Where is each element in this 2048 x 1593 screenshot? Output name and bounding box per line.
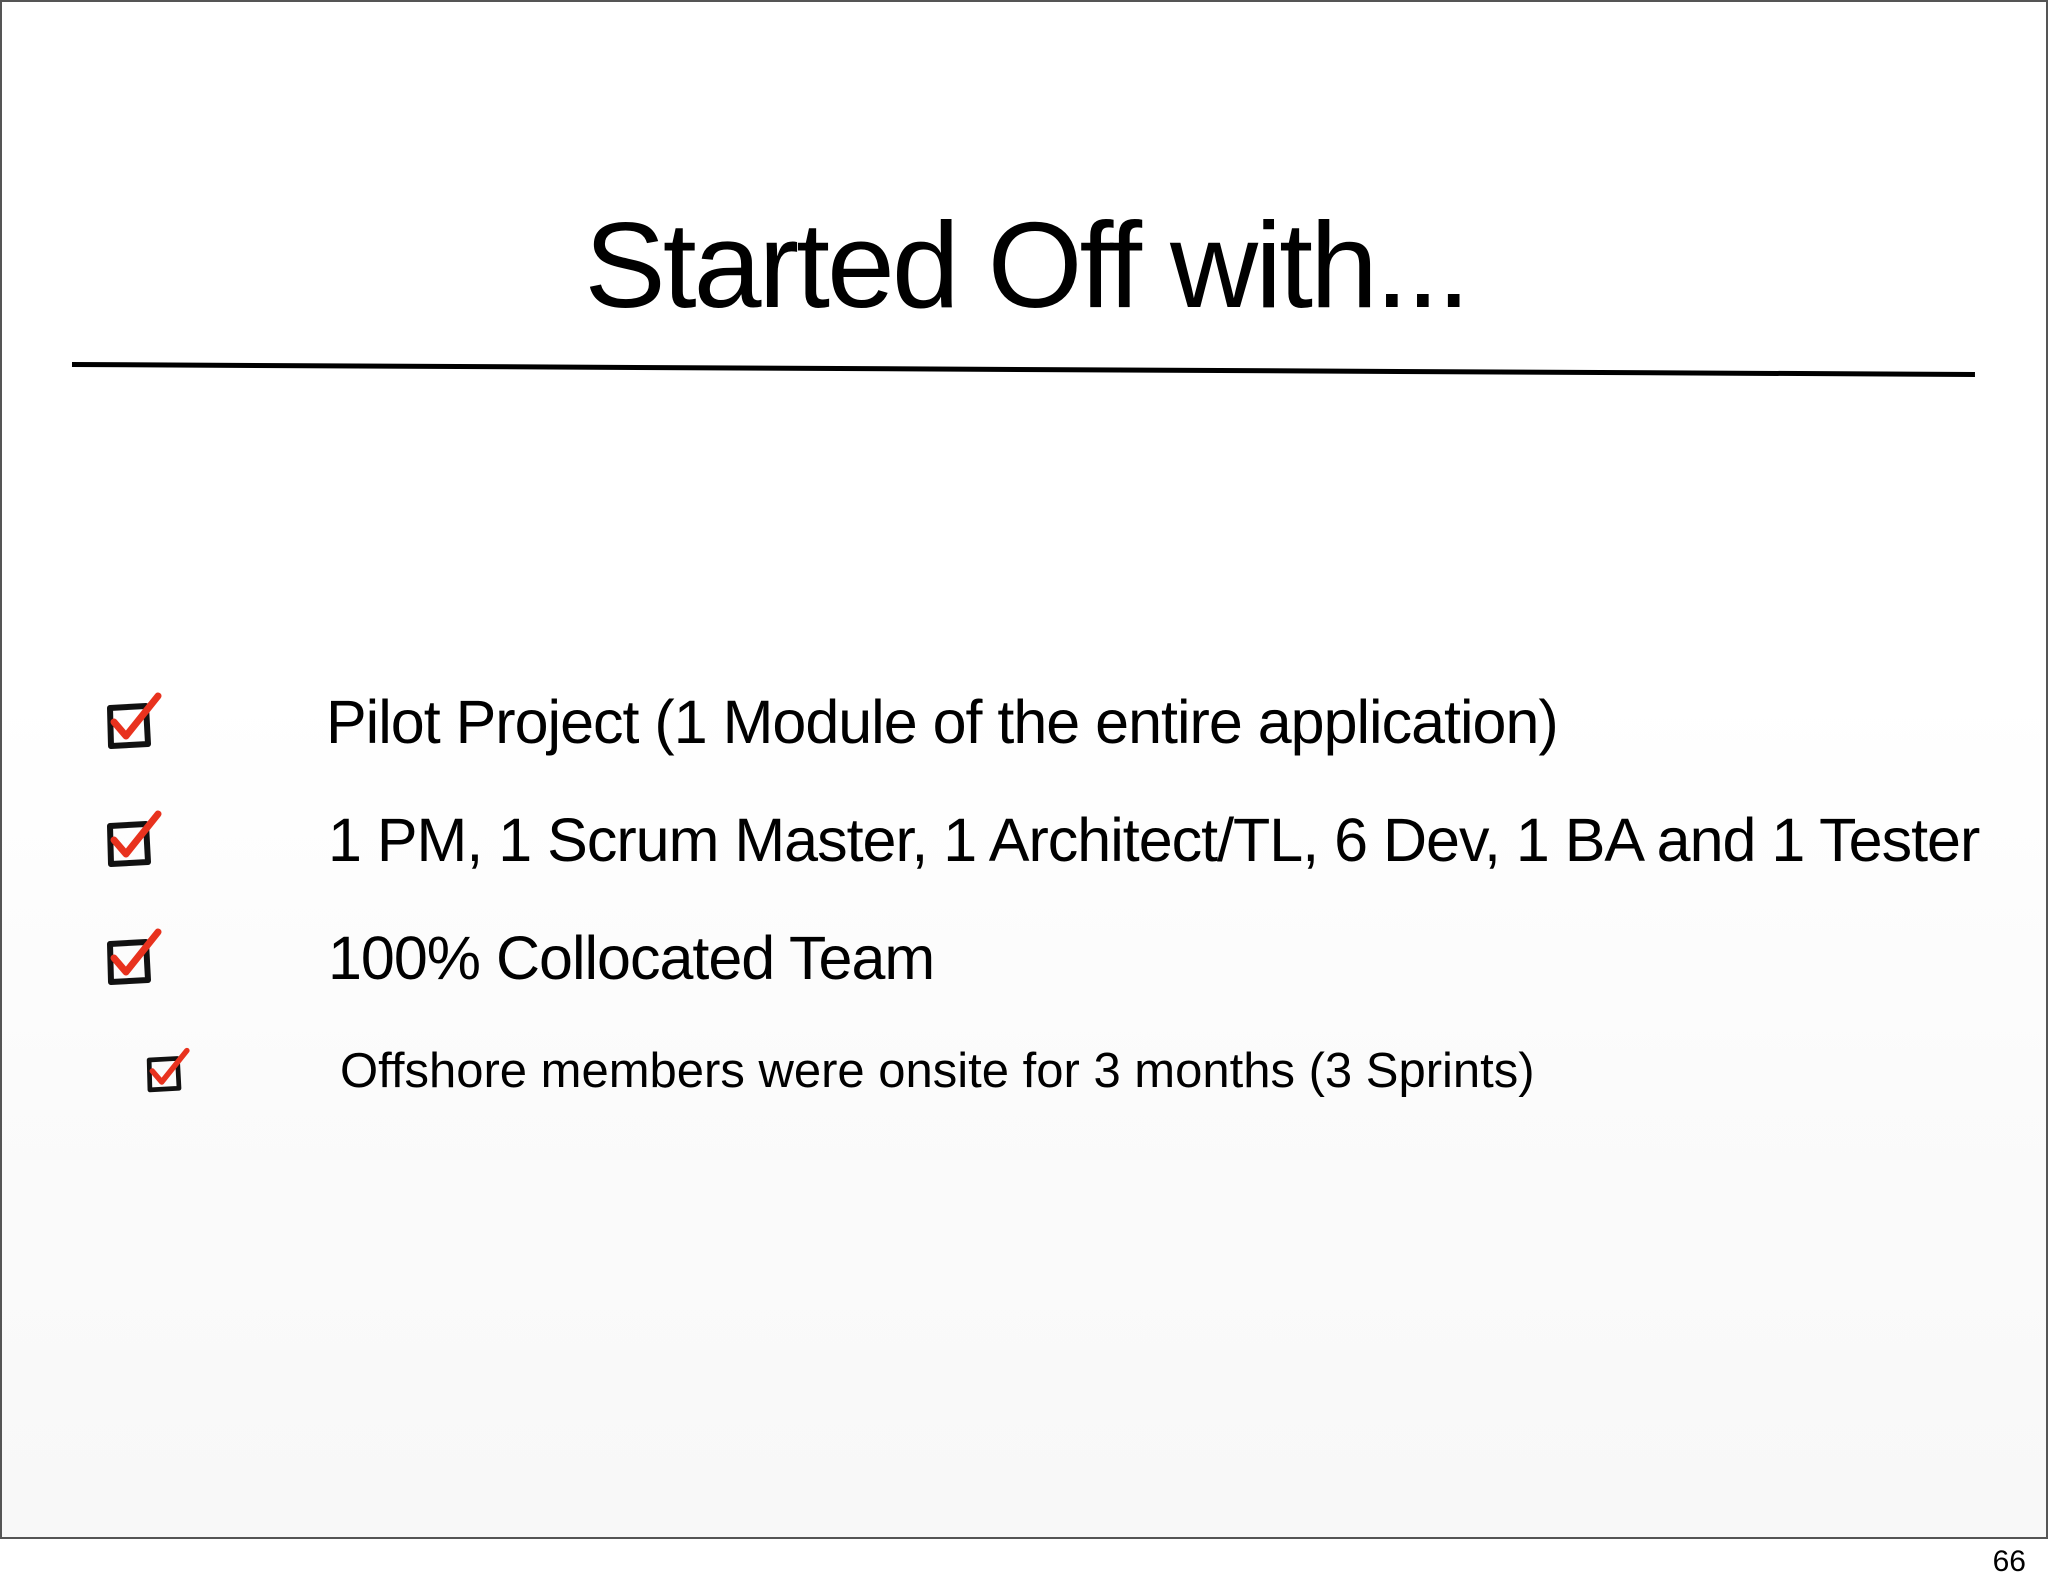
bullet-text: 1 PM, 1 Scrum Master, 1 Architect/TL, 6 Dev, 1 BA and 1 Tester bbox=[328, 806, 1980, 874]
title-divider bbox=[72, 362, 1975, 377]
bullet-item bbox=[106, 920, 934, 996]
checked-box-icon bbox=[106, 810, 162, 870]
bullet-item bbox=[106, 802, 1979, 878]
bullet-text: Pilot Project (1 Module of the entire application) bbox=[326, 688, 1558, 756]
checked-box-icon bbox=[106, 928, 162, 988]
checked-box-icon bbox=[146, 1047, 190, 1095]
bullet-text: 100% Collocated Team bbox=[328, 924, 935, 992]
sub-bullet-item bbox=[146, 1040, 1535, 1102]
sub-bullet-text: Offshore members were onsite for 3 months (3 Sprints) bbox=[340, 1044, 1535, 1098]
slide-title: Started Off with... bbox=[584, 197, 1468, 333]
bullet-item bbox=[106, 684, 1558, 760]
page-number: 66 bbox=[1992, 1545, 2026, 1578]
checked-box-icon bbox=[106, 692, 162, 752]
